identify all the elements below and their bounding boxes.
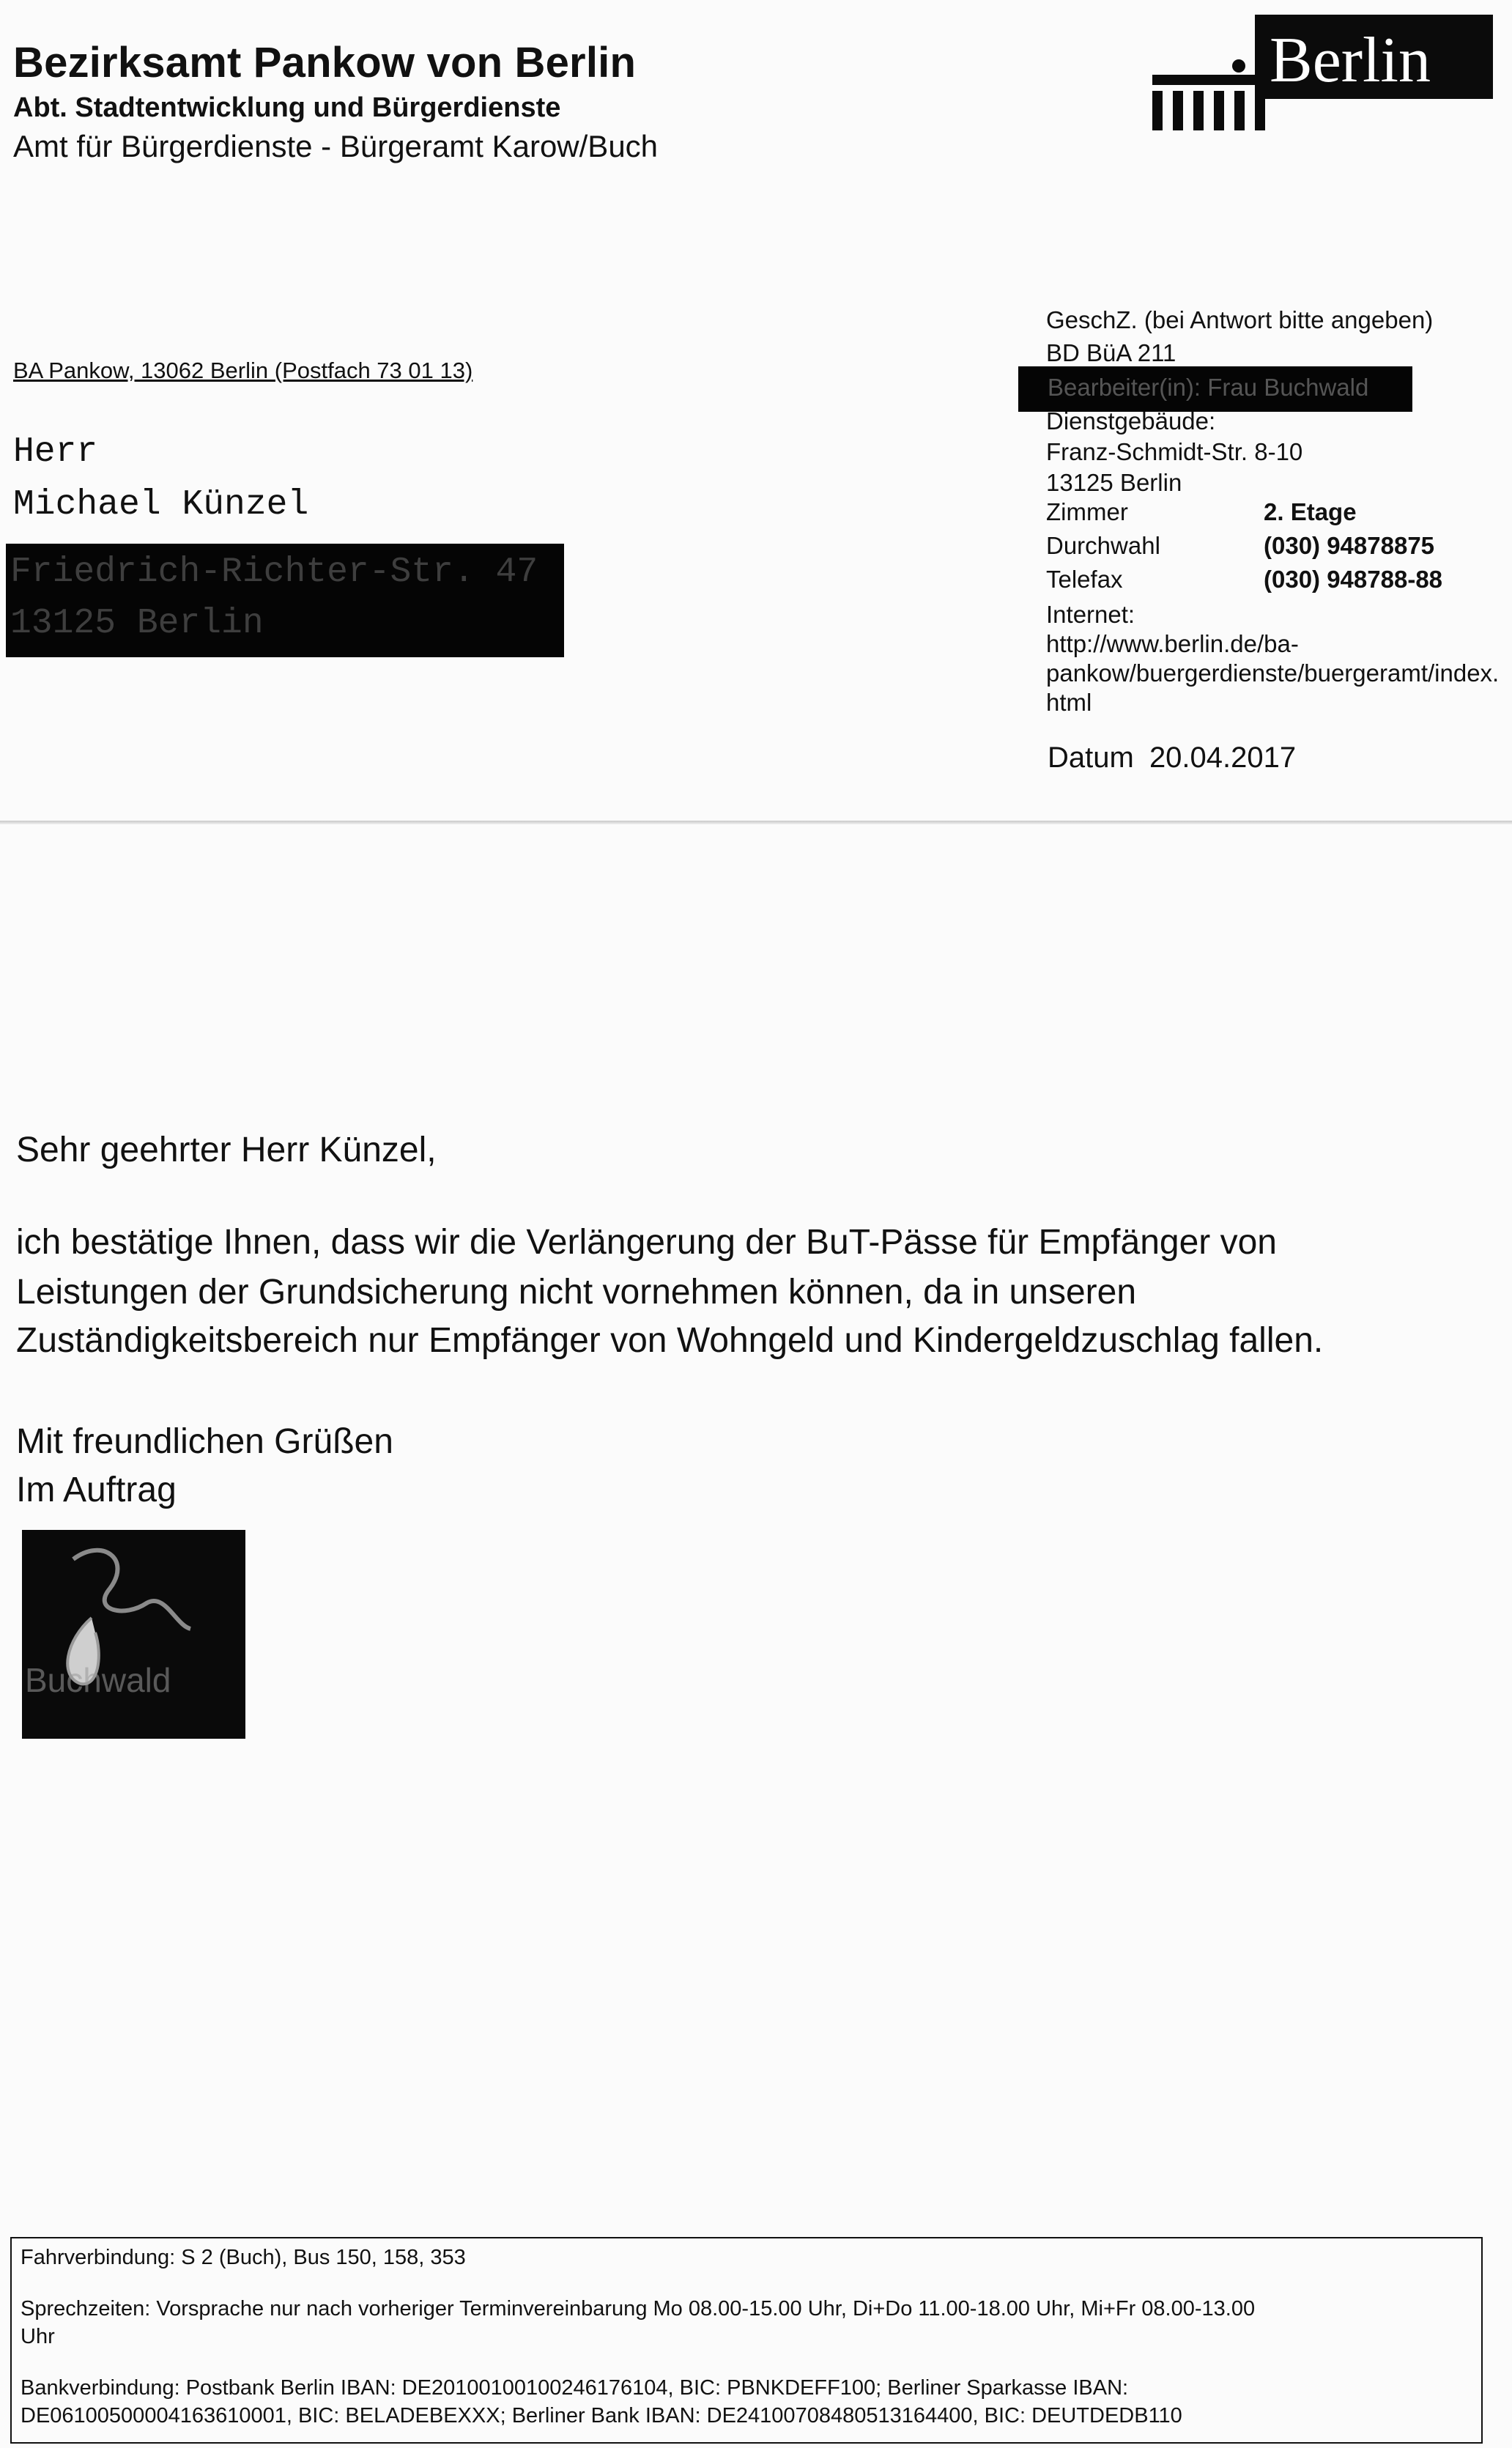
durchwahl-label: Durchwahl (1046, 532, 1160, 559)
footer-bank-1: Bankverbindung: Postbank Berlin IBAN: DE20100100100246176104, BIC: PBNKDEFF100; Berliner Sparkasse IBAN: (21, 2376, 1129, 2400)
brandenburg-gate-icon (1152, 59, 1277, 132)
url-line-2[interactable]: pankow/buergerdienste/buergeramt/index. (1046, 659, 1500, 687)
datum-label: Datum (1048, 742, 1134, 774)
footer-box (10, 2237, 1483, 2444)
date-line (1048, 742, 1296, 774)
return-address: BA Pankow, 13062 Berlin (Postfach 73 01 13) (13, 358, 473, 383)
footer-bank-2: DE06100500004163610001, BIC: BELADEBEXXX; Berliner Bank IBAN: DE24100708480513164400, BIC: DEUTDEDB110 (21, 2404, 1182, 2427)
recipient-name: Michael Künzel (13, 485, 309, 525)
durchwahl-value: (030) 94878875 (1264, 532, 1435, 559)
geschz-label: GeschZ. (bei Antwort bitte angeben) (1046, 306, 1434, 333)
telefax-value: (030) 948788-88 (1264, 566, 1443, 593)
redacted-recipient-address (6, 544, 564, 657)
url-line-3[interactable]: html (1046, 689, 1092, 716)
body-line-1: ich bestätige Ihnen, dass wir die Verlängerung der BuT-Pässe für Empfänger von (16, 1223, 1277, 1262)
redacted-street: Friedrich-Richter-Str. 47 (10, 552, 538, 592)
recipient-salutation: Herr (13, 432, 98, 472)
internet-label: Internet: (1046, 601, 1135, 628)
datum-value: 20.04.2017 (1149, 742, 1297, 774)
body-line-3: Zuständigkeitsbereich nur Empfänger von Wohngeld und Kindergeldzuschlag fallen. (16, 1321, 1324, 1360)
footer-sprechzeiten-1: Sprechzeiten: Vorsprache nur nach vorheriger Terminvereinbarung Mo 08.00-15.00 Uhr, Di+Do 11.00-18.00 Uhr, Mi+Fr 08.00-13.00 (21, 2297, 1256, 2321)
office-street: Franz-Schmidt-Str. 8-10 (1046, 438, 1303, 465)
redacted-city: 13125 Berlin (10, 604, 264, 643)
closing-im-auftrag: Im Auftrag (16, 1471, 177, 1509)
closing: Mit freundlichen Grüßen (16, 1422, 393, 1461)
berlin-logo (1152, 15, 1493, 132)
issuer-office: Amt für Bürgerdienste - Bürgeramt Karow/Buch (13, 129, 659, 163)
signature-scribble-icon (22, 1530, 245, 1739)
telefax-label: Telefax (1046, 566, 1123, 593)
office-city: 13125 Berlin (1046, 469, 1182, 496)
footer-fahrverbindung: Fahrverbindung: S 2 (Buch), Bus 150, 158, 353 (21, 2246, 466, 2269)
signature-name: Buchwald (25, 1661, 171, 1699)
logo-text: Berlin (1270, 25, 1431, 96)
redacted-bearbeiter-text: Bearbeiter(in): Frau Buchwald (1048, 374, 1369, 401)
greeting: Sehr geehrter Herr Künzel, (16, 1131, 437, 1169)
url-line-1[interactable]: http://www.berlin.de/ba- (1046, 630, 1299, 657)
issuer-department: Abt. Stadtentwicklung und Bürgerdienste (13, 92, 561, 123)
redacted-signature (22, 1530, 245, 1739)
paper-fold (0, 821, 1512, 824)
body-line-2: Leistungen der Grundsicherung nicht vornehmen können, da in unseren (16, 1273, 1137, 1312)
footer-sprechzeiten-2: Uhr (21, 2325, 55, 2348)
redacted-bearbeiter (1018, 366, 1412, 412)
zimmer-label: Zimmer (1046, 498, 1128, 525)
zimmer-value: 2. Etage (1264, 498, 1357, 525)
dienstgebaeude-label: Dienstgebäude: (1046, 407, 1216, 434)
geschz-value: BD BüA 211 (1046, 339, 1176, 366)
issuer-title: Bezirksamt Pankow von Berlin (13, 39, 637, 86)
